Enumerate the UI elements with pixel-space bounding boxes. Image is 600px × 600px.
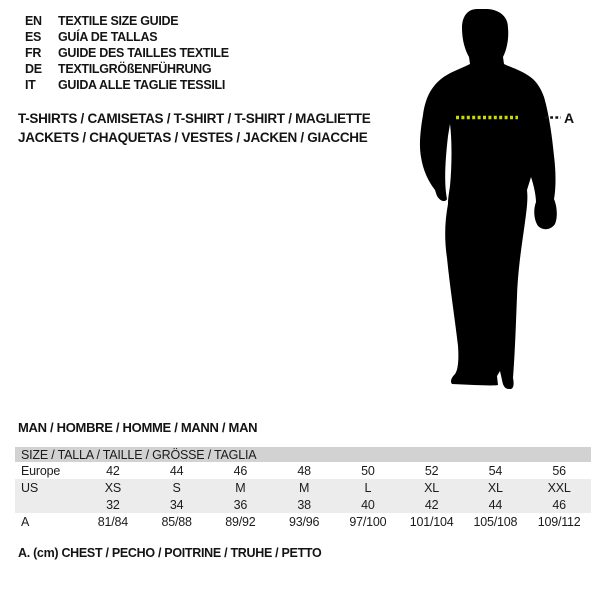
language-list	[25, 13, 229, 93]
language-code: IT	[25, 78, 36, 92]
size-cell: XXL	[527, 479, 591, 496]
size-cell: 38	[272, 496, 336, 513]
language-row	[25, 13, 229, 29]
size-cell: L	[336, 479, 400, 496]
row-label: Europe	[21, 463, 61, 478]
size-cell: 85/88	[161, 514, 192, 529]
size-cell: 42	[400, 496, 464, 513]
language-row	[25, 29, 229, 45]
language-row	[25, 77, 229, 93]
size-table-header: SIZE / TALLA / TAILLE / GRÖSSE / TAGLIA	[15, 447, 591, 462]
size-table-header-row	[15, 447, 591, 462]
row-label	[15, 496, 81, 513]
category-line-tshirts: T-SHIRTS / CAMISETAS / T-SHIRT / T-SHIRT / MAGLIETTE	[18, 111, 371, 126]
table-row-chest-a	[15, 513, 591, 530]
language-code: DE	[25, 62, 42, 76]
language-code: EN	[25, 14, 42, 28]
section-title-man: MAN / HOMBRE / HOMME / MANN / MAN	[18, 420, 258, 435]
man-silhouette	[420, 9, 557, 389]
size-cell: M	[209, 479, 273, 496]
man-silhouette-figure	[415, 0, 580, 395]
size-cell: 44	[169, 463, 184, 478]
language-label: TEXTILE SIZE GUIDE	[58, 14, 179, 28]
size-cell: 52	[424, 463, 439, 478]
size-cell: S	[145, 479, 209, 496]
size-cell: 32	[81, 496, 145, 513]
size-cell: 40	[336, 496, 400, 513]
size-cell: 81/84	[97, 514, 129, 529]
language-label: TEXTILGRÖßENFÜHRUNG	[58, 62, 212, 76]
table-row-numeric	[15, 496, 591, 513]
size-cell: 54	[488, 463, 503, 478]
language-code: FR	[25, 46, 42, 60]
size-cell: XL	[464, 479, 528, 496]
size-cell: 56	[552, 463, 566, 478]
language-label: GUÍA DE TALLAS	[58, 30, 158, 44]
footnote-chest-measure: A. (cm) CHEST / PECHO / POITRINE / TRUHE / PETTO	[18, 546, 322, 560]
language-row	[25, 61, 229, 77]
language-label: GUIDA ALLE TAGLIE TESSILI	[58, 78, 226, 92]
size-cell: 42	[106, 463, 120, 478]
size-cell: 36	[209, 496, 273, 513]
size-cell: 101/104	[409, 514, 454, 529]
table-row-europe	[15, 462, 591, 479]
size-cell: 46	[527, 496, 591, 513]
size-table	[15, 447, 591, 530]
row-label: A	[21, 514, 30, 529]
table-row-us	[15, 479, 591, 496]
category-headings	[18, 109, 370, 147]
size-cell: XL	[400, 479, 464, 496]
language-code: ES	[25, 30, 42, 44]
size-cell: 105/108	[473, 514, 518, 529]
size-cell: 50	[361, 463, 375, 478]
size-cell: 109/112	[537, 514, 581, 529]
category-line-jackets: JACKETS / CHAQUETAS / VESTES / JACKEN / GIACCHE	[18, 130, 368, 145]
size-cell: 93/96	[288, 514, 320, 529]
size-cell: 97/100	[349, 514, 387, 529]
size-cell: 34	[145, 496, 209, 513]
size-cell: 48	[297, 463, 311, 478]
language-label: GUIDE DES TAILLES TEXTILE	[58, 46, 229, 60]
measurement-label-a: A	[564, 110, 575, 126]
size-cell: 89/92	[225, 514, 256, 529]
size-cell: 46	[233, 463, 248, 478]
size-cell: XS	[81, 479, 145, 496]
row-label: US	[15, 479, 81, 496]
size-cell: M	[272, 479, 336, 496]
size-cell: 44	[464, 496, 528, 513]
language-row	[25, 45, 229, 61]
